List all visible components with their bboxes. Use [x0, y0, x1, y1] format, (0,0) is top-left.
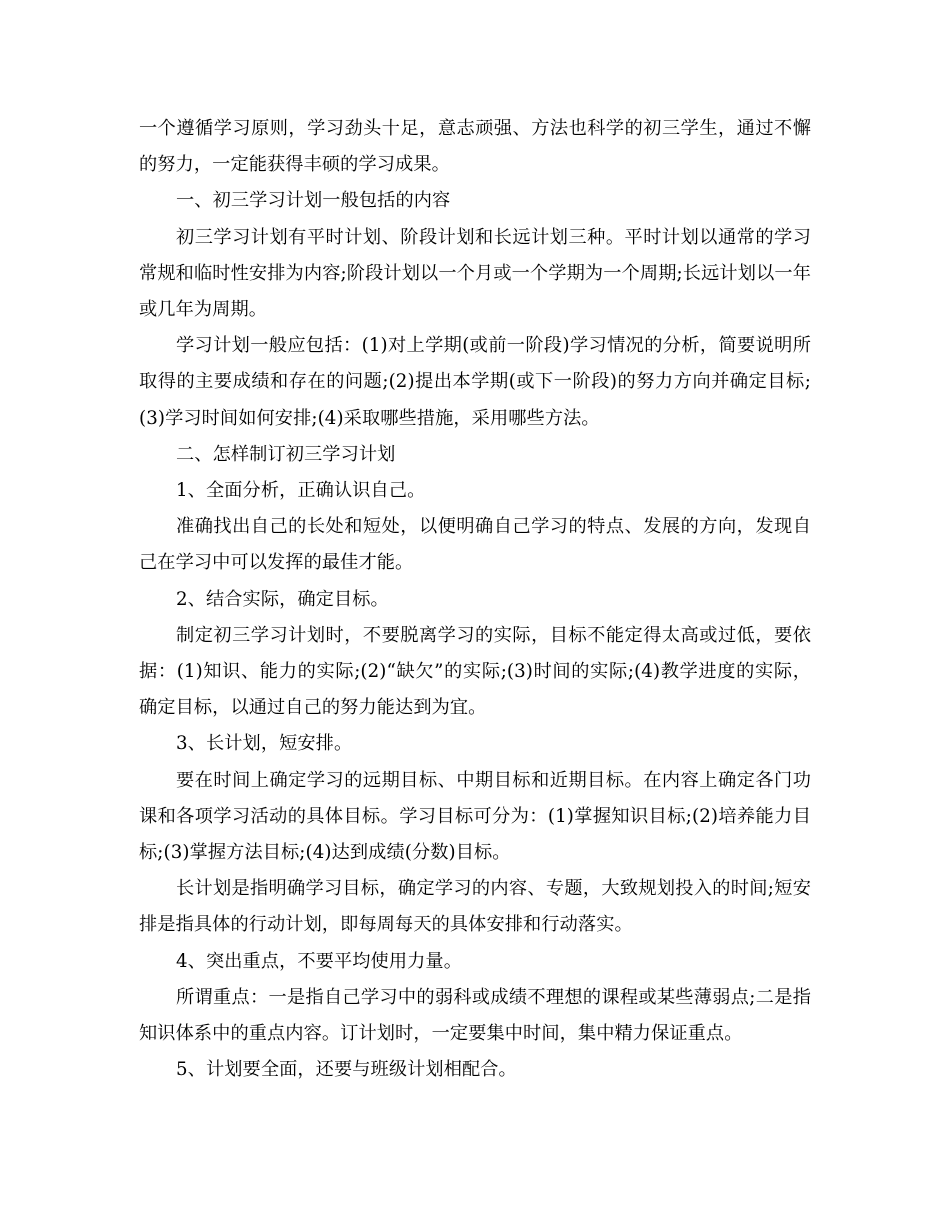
document-body: [139, 111, 811, 1088]
subheading-5: 5、计划要全面，还要与班级计划相配合。: [176, 1059, 517, 1081]
section-heading-2: 二、怎样制订初三学习计划: [176, 443, 396, 465]
paragraph: 准确找出自己的长处和短处，以便明确自己学习的特点、发展的方向，发现自己在学习中可以发挥的最佳才能。: [139, 516, 811, 574]
paragraph: 制定初三学习计划时，不要脱离学习的实际，目标不能定得太高或过低，要依据：(1)知识、能力的实际;(2)“缺欠”的实际;(3)时间的实际;(4)教学进度的实际，确定目标，以通过自己的努力能达到为宜。: [139, 624, 811, 719]
paragraph: 所谓重点：一是指自己学习中的弱科或成绩不理想的课程或某些薄弱点;二是指知识体系中的重点内容。订计划时，一定要集中时间，集中精力保证重点。: [139, 986, 811, 1045]
subheading-4: 4、突出重点，不要平均使用力量。: [176, 950, 462, 972]
paragraph: 学习计划一般应包括：(1)对上学期(或前一阶段)学习情况的分析，简要说明所取得的主要成绩和存在的问题;(2)提出本学期(或下一阶段)的努力方向并确定目标;(3)学习时间如何安排;(4)采取哪些措施，采用哪些方法。: [139, 335, 811, 429]
paragraph-intro-continued: 一个遵循学习原则，学习劲头十足，意志顽强、方法也科学的初三学生，通过不懈的努力，一定能获得丰硕的学习成果。: [139, 118, 811, 176]
subheading-2: 2、结合实际，确定目标。: [176, 588, 389, 610]
paragraph: 要在时间上确定学习的远期目标、中期目标和近期目标。在内容上确定各门功课和各项学习活动的具体目标。学习目标可分为：(1)掌握知识目标;(2)培养能力目标;(3)掌握方法目标;(4)达到成绩(分数)目标。: [139, 769, 811, 864]
paragraph: 初三学习计划有平时计划、阶段计划和长远计划三种。平时计划以通常的学习常规和临时性安排为内容;阶段计划以一个月或一个学期为一个周期;长远计划以一年或几年为周期。: [139, 226, 811, 321]
paragraph: 长计划是指明确学习目标，确定学习的内容、专题，大致规划投入的时间;短安排是指具体的行动计划，即每周每天的具体安排和行动落实。: [139, 878, 811, 936]
subheading-1: 1、全面分析，正确认识自己。: [176, 480, 426, 502]
subheading-3: 3、长计划，短安排。: [176, 733, 353, 755]
section-heading-1: 一、初三学习计划一般包括的内容: [176, 190, 451, 212]
